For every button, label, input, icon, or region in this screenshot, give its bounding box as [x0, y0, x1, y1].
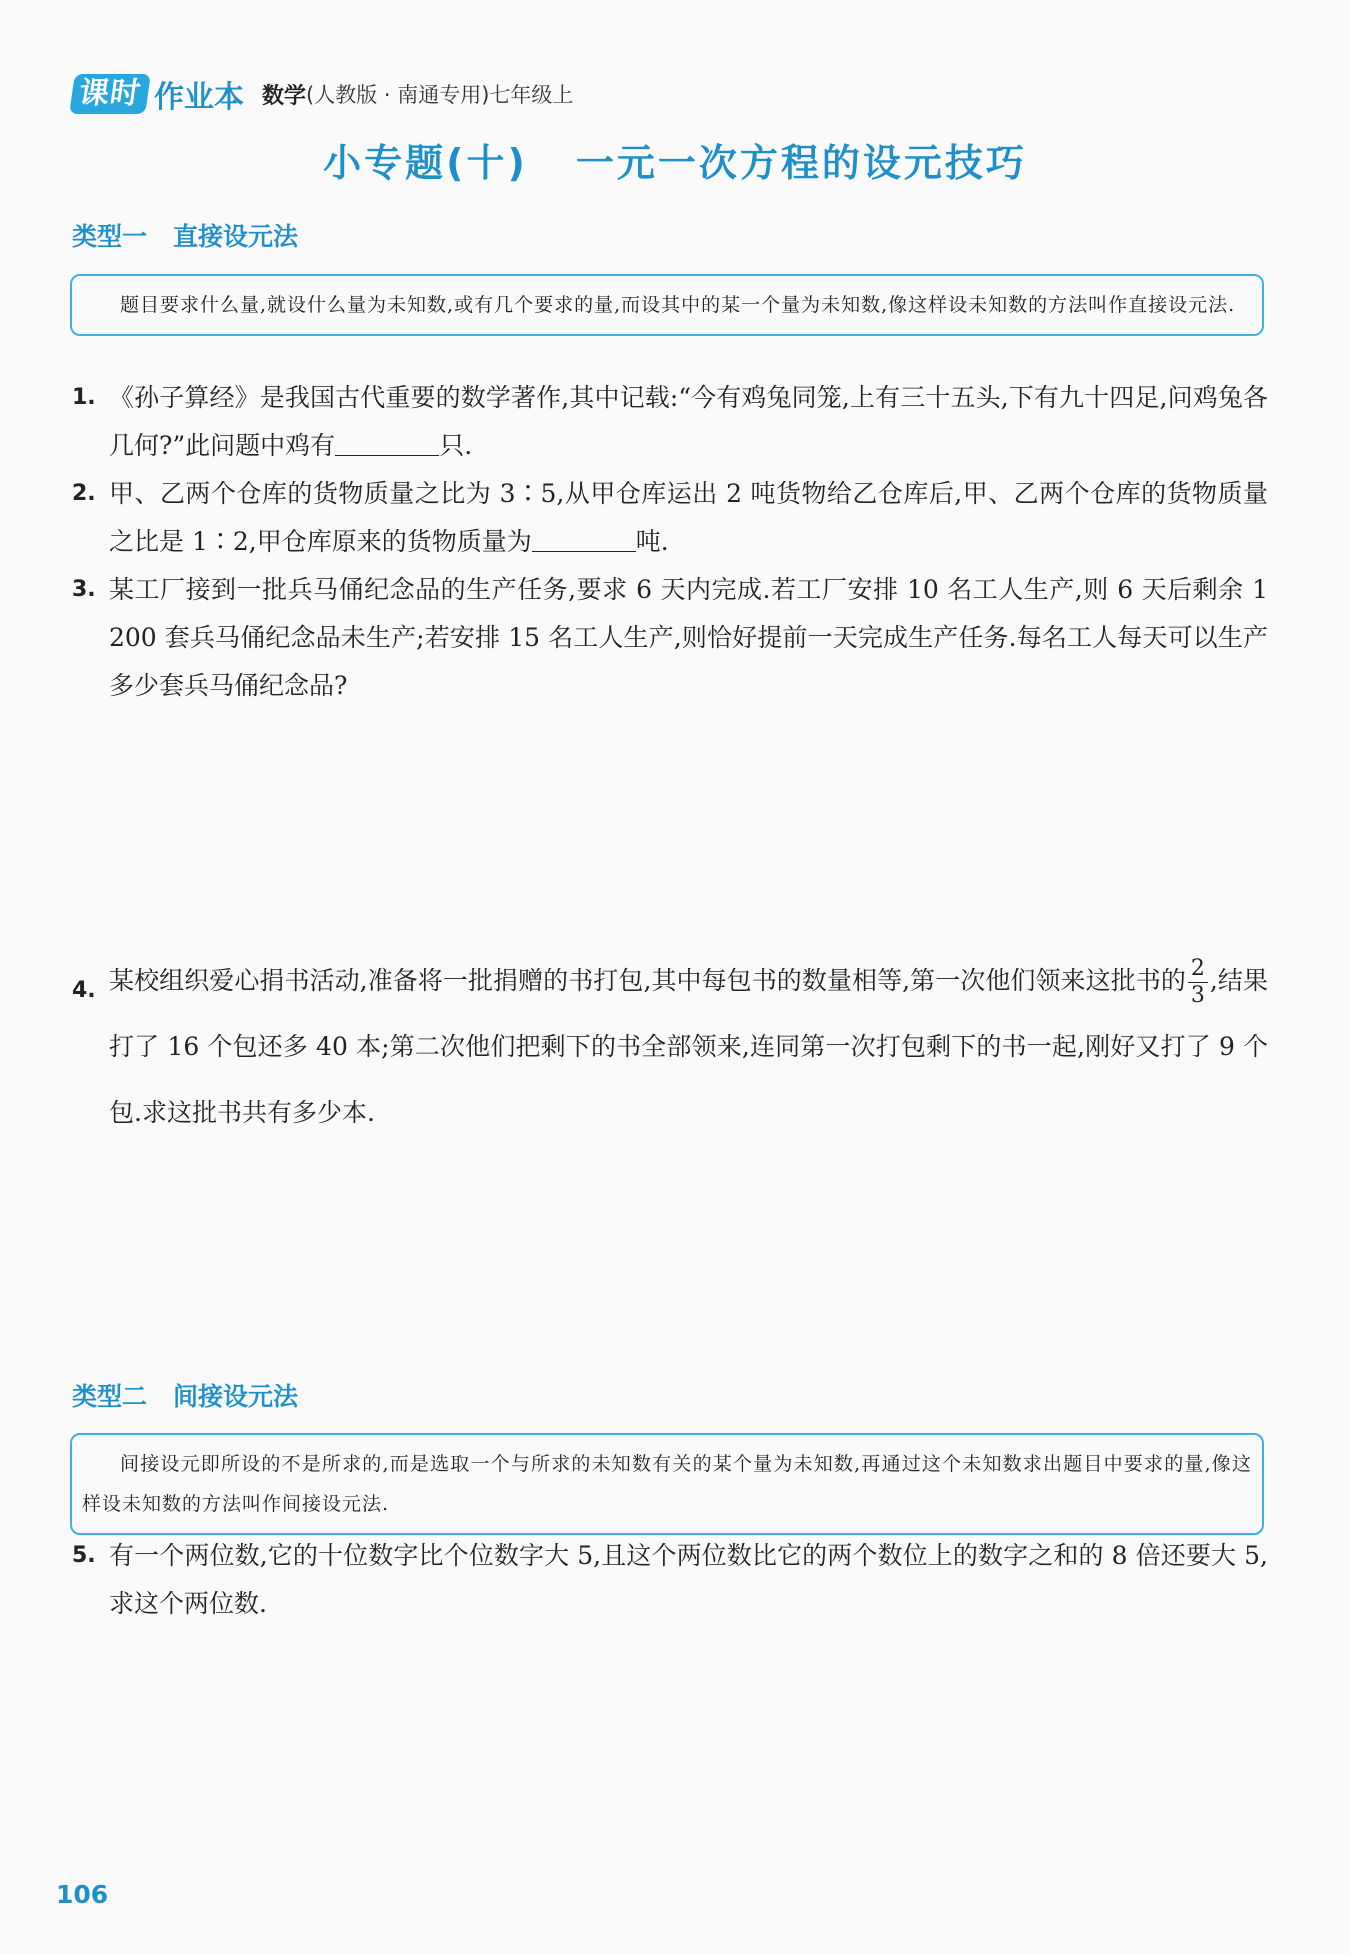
- problem-number: 2.: [72, 481, 96, 506]
- problem-4: [72, 948, 1268, 1146]
- problem-2: [72, 470, 1268, 566]
- section-heading-type-1: [72, 217, 298, 253]
- fraction-numerator: 2: [1190, 956, 1205, 981]
- problem-1: [72, 374, 1268, 470]
- section-heading-type-2: [72, 1377, 298, 1413]
- problem-3: [72, 566, 1268, 710]
- fraction-denominator: 3: [1188, 982, 1208, 1009]
- problem-text: 某校组织爱心捐书活动,准备将一批捐赠的书打包,其中每包书的数量相等,第一次他们领来这批书的: [109, 966, 1186, 995]
- problem-text-end: 只.: [439, 431, 473, 460]
- topic-title-text: 一元一次方程的设元技巧: [575, 141, 1027, 185]
- section-title-text: 直接设元法: [173, 222, 299, 251]
- tip-box-indirect: 间接设元即所设的不是所求的,而是选取一个与所求的未知数有关的某个量为未知数,再通过这个未知数求出题目中要求的量,像这样设未知数的方法叫作间接设元法.: [70, 1433, 1264, 1535]
- problem-text-end: ,结果打了 16 个包还多 40 本;第二次他们把剩下的书全部领来,连同第一次打包剩下的书一起,刚好又打了 9 个包.求这批书共有多少本.: [109, 966, 1268, 1127]
- tip-box-direct: 题目要求什么量,就设什么量为未知数,或有几个要求的量,而设其中的某一个量为未知数,像这样设未知数的方法叫作直接设元法.: [70, 274, 1264, 336]
- section-type-label: 类型二: [72, 1382, 148, 1411]
- problem-number: 4.: [72, 978, 96, 1003]
- fraction-two-thirds: [1188, 956, 1208, 1009]
- brand-name: 作业本: [154, 80, 244, 115]
- subject-label: 数学: [262, 83, 307, 109]
- page-title: [0, 132, 1350, 187]
- problem-text: 有一个两位数,它的十位数字比个位数字大 5,且这个两位数比它的两个数位上的数字之和的 8 倍还要大 5,求这个两位数.: [109, 1541, 1268, 1618]
- problem-text: 甲、乙两个仓库的货物质量之比为 3∶5,从甲仓库运出 2 吨货物给乙仓库后,甲、乙两个仓库的货物质量之比是 1∶2,甲仓库原来的货物质量为: [109, 479, 1268, 556]
- problem-text: 《孙子算经》是我国古代重要的数学著作,其中记载:“今有鸡兔同笼,上有三十五头,下有九十四足,问鸡兔各几何?”此问题中鸡有: [109, 383, 1268, 460]
- problem-number: 5.: [72, 1543, 96, 1568]
- problem-text: 某工厂接到一批兵马俑纪念品的生产任务,要求 6 天内完成.若工厂安排 10 名工人生产,则 6 天后剩余 1 200 套兵马俑纪念品未生产;若安排 15 名工人生产,则恰好提前一天完成生产任务.每名工人每天可以生产多少套兵马俑纪念品?: [109, 575, 1268, 700]
- book-header: [72, 72, 573, 116]
- problem-text-end: 吨.: [635, 527, 669, 556]
- problem-number: 3.: [72, 577, 96, 602]
- page-number: 106: [56, 1880, 109, 1909]
- problem-number: 1.: [72, 385, 96, 410]
- brand-logo: 课时: [69, 74, 151, 114]
- problem-5: [72, 1532, 1268, 1628]
- topic-label: 小专题(十): [323, 141, 528, 185]
- answer-blank[interactable]: [532, 527, 636, 552]
- section-type-label: 类型一: [72, 222, 148, 251]
- answer-blank[interactable]: [335, 431, 439, 456]
- edition-label: (人教版 · 南通专用)七年级上: [306, 83, 574, 107]
- section-title-text: 间接设元法: [173, 1382, 299, 1411]
